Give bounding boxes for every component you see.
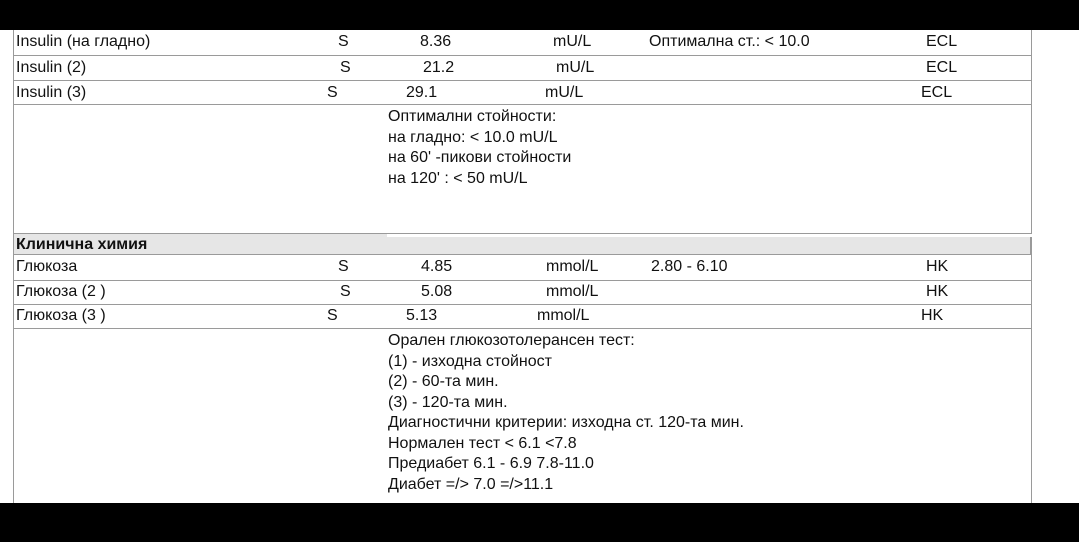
section-header-divider — [387, 234, 1032, 237]
test-name: Insulin (3) — [16, 84, 87, 101]
row-divider — [13, 55, 1032, 56]
result-unit: mU/L — [545, 84, 584, 101]
method: HK — [921, 307, 944, 324]
sample-type: S — [340, 59, 351, 76]
table-row — [0, 257, 1079, 281]
note-line: на 60' -пикови стойности — [388, 149, 572, 166]
test-name: Глюкоза — [16, 258, 78, 275]
sample-type: S — [340, 283, 351, 300]
sample-type: S — [338, 258, 349, 275]
method: ECL — [926, 59, 958, 76]
method: ECL — [926, 33, 958, 50]
method: HK — [926, 283, 949, 300]
section-title: Клинична химия — [16, 236, 148, 253]
result-unit: mU/L — [553, 33, 592, 50]
table-row — [0, 32, 1079, 56]
result-value: 5.13 — [406, 307, 438, 324]
method: ECL — [921, 84, 953, 101]
note-line: Оптимални стойности: — [388, 108, 557, 125]
insulin-reference-note — [388, 107, 571, 189]
result-value: 8.36 — [420, 33, 452, 50]
sample-type: S — [338, 33, 349, 50]
note-line: (3) - 120-та мин. — [388, 393, 508, 411]
row-divider — [13, 328, 1032, 329]
note-line: Нормален тест < 6.1 <7.8 — [388, 434, 577, 452]
sample-type: S — [327, 307, 338, 324]
note-line: Диабет =/> 7.0 =/>11.1 — [388, 475, 554, 493]
result-unit: mmol/L — [537, 307, 590, 324]
note-line: Орален глюкозотолерансен тест: — [388, 332, 635, 349]
ogtt-note — [388, 331, 744, 495]
test-name: Глюкоза (2 ) — [16, 283, 106, 300]
section-header — [13, 233, 1031, 255]
note-line: (2) - 60-та мин. — [388, 373, 499, 390]
result-value: 29.1 — [406, 84, 438, 101]
sample-type: S — [327, 84, 338, 101]
result-unit: mmol/L — [546, 283, 599, 300]
note-line: на 120' : < 50 mU/L — [388, 169, 528, 187]
note-line: на гладно: < 10.0 mU/L — [388, 128, 558, 146]
result-unit: mU/L — [556, 59, 595, 76]
table-row — [0, 58, 1079, 82]
row-divider — [13, 280, 1032, 281]
result-value: 21.2 — [423, 59, 455, 76]
lab-results-sheet — [0, 30, 1079, 503]
note-line: Диагностични критерии: изходна ст. 120-та мин. — [388, 414, 744, 431]
reference-range: 2.80 - 6.10 — [651, 258, 728, 275]
note-line: (1) - изходна стойност — [388, 352, 552, 370]
row-divider — [13, 104, 1032, 105]
table-row — [0, 282, 1079, 306]
test-name: Insulin (на гладно) — [16, 33, 151, 50]
reference-range: Оптимална ст.: < 10.0 — [649, 33, 810, 50]
row-divider — [13, 80, 1032, 81]
note-line: Предиабет 6.1 - 6.9 7.8-11.0 — [388, 455, 594, 472]
test-name: Insulin (2) — [16, 59, 87, 76]
result-unit: mmol/L — [546, 258, 599, 275]
test-name: Глюкоза (3 ) — [16, 307, 106, 324]
result-value: 5.08 — [421, 283, 453, 300]
row-divider — [13, 304, 1032, 305]
table-row — [0, 306, 1079, 330]
method: HK — [926, 258, 949, 275]
result-value: 4.85 — [421, 258, 453, 275]
